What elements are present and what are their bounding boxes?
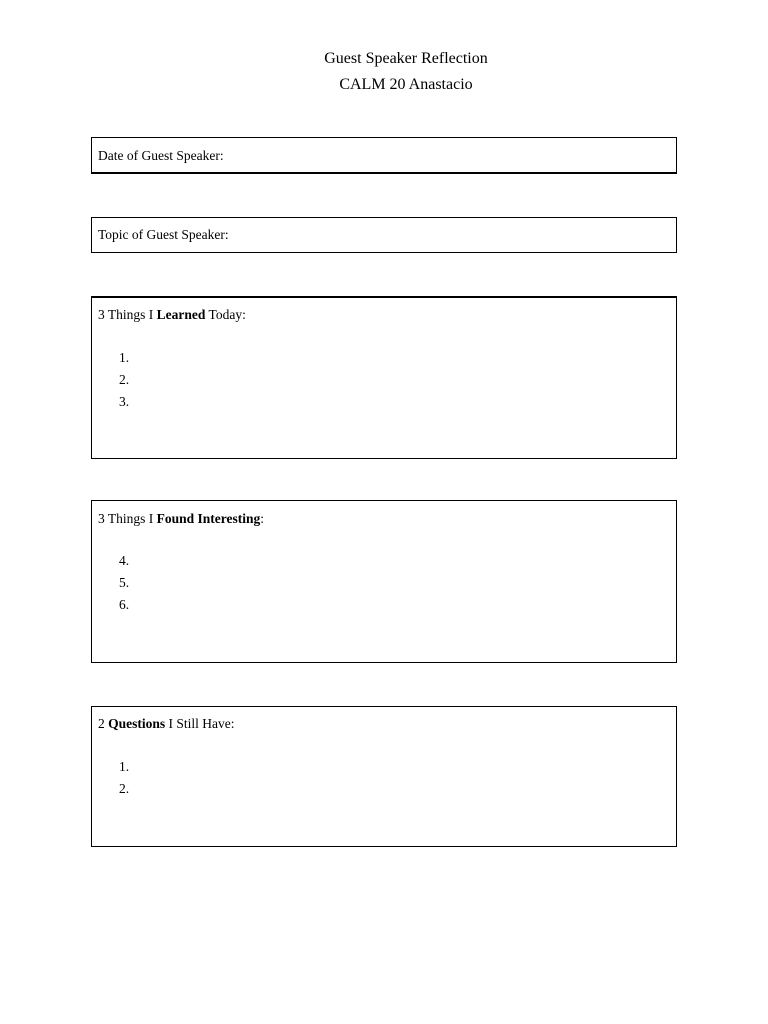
list-item: 1.: [119, 350, 130, 365]
list-item: 1.: [119, 759, 130, 774]
document-subtitle: CALM 20 Anastacio: [339, 76, 473, 93]
questions-still-have-box[interactable]: [91, 706, 677, 847]
list-item: 3.: [119, 394, 130, 409]
document-title: Guest Speaker Reflection: [324, 50, 488, 67]
list-item: 2.: [119, 372, 130, 387]
things-learned-list: [119, 347, 129, 413]
things-found-interesting-box[interactable]: [91, 500, 677, 663]
list-item: 4.: [119, 553, 130, 568]
topic-of-guest-speaker-label: Topic of Guest Speaker:: [98, 227, 229, 242]
list-item: 5.: [119, 575, 130, 590]
things-learned-label: 3 Things I Learned Today:: [98, 307, 246, 322]
questions-still-have-label: 2 Questions I Still Have:: [98, 716, 235, 731]
topic-of-guest-speaker-box[interactable]: [91, 217, 677, 253]
questions-still-have-list: [119, 756, 129, 800]
things-learned-box[interactable]: [91, 296, 677, 459]
list-item: 6.: [119, 597, 130, 612]
date-of-guest-speaker-box[interactable]: [91, 137, 677, 174]
things-found-interesting-label: 3 Things I Found Interesting:: [98, 511, 265, 526]
document-header: [0, 46, 768, 98]
date-of-guest-speaker-label: Date of Guest Speaker:: [98, 148, 224, 163]
things-found-interesting-list: [119, 550, 129, 616]
list-item: 2.: [119, 781, 130, 796]
